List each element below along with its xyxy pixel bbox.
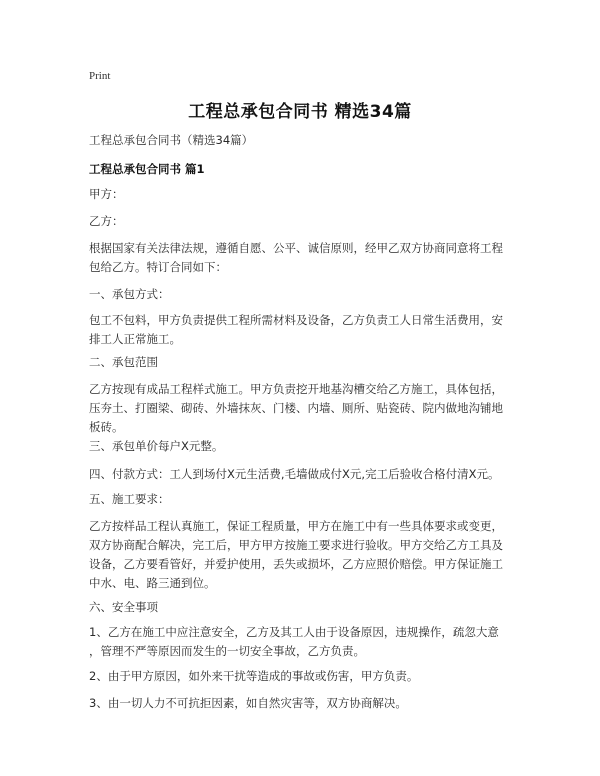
clause-1-line-1: 包工不包料，甲方负责提供工程所需材料及设备，乙方负责工人日常生活费用，安 [89,313,503,327]
clause-1-heading: 一、承包方式： [89,287,170,301]
document-title: 工程总承包合同书 精选34篇 [188,102,412,122]
clause-5-heading: 五、施工要求： [89,492,170,506]
clause-1-line-2: 排工人正常施工。 [89,332,181,346]
clause-2-line-2: 压夯土、打圈梁、砌砖、外墙抹灰、门楼、内墙、厕所、贴瓷砖、院内做地沟铺地 [89,401,503,415]
safety-1-line-2: ，管理不严等原因而发生的一切安全事故，乙方负责。 [89,644,365,658]
intro-line-1: 根据国家有关法律法规，遵循自愿、公平、诚信原则，经甲乙双方协商同意将工程 [89,241,503,255]
clause-6-heading: 六、安全事项 [89,600,158,614]
safety-1-line-1: 1、乙方在施工中应注意安全，乙方及其工人由于设备原因，违规操作，疏忽大意 [89,625,499,639]
section-heading: 工程总承包合同书 篇1 [89,162,205,176]
clause-3-heading: 三、承包单价每户X元整。 [89,439,224,453]
clause-5-line-1: 乙方按样品工程认真施工，保证工程质量，甲方在施工中有一些具体要求或变更， [89,519,503,533]
safety-2: 2、由于甲方原因，如外来干扰等造成的事故或伤害，甲方负责。 [89,669,419,683]
safety-3: 3、由一切人力不可抗拒因素，如自然灾害等，双方协商解决。 [89,696,407,710]
clause-2-heading: 二、承包范围 [89,355,158,369]
clause-5-line-3: 设备，乙方要看管好，并爱护使用，丢失或损坏，乙方应照价赔偿。甲方保证施工 [89,557,503,571]
clause-4-heading: 四、付款方式：工人到场付X元生活费,毛墙做成付X元,完工后验收合格付清X元。 [89,467,500,481]
party-a: 甲方： [89,187,124,201]
print-link[interactable]: Print [89,70,111,82]
clause-2-line-3: 板砖。 [89,420,124,434]
clause-5-line-2: 双方协商配合解决，完工后，甲方甲方按施工要求进行验收。甲方交给乙方工具及 [89,538,503,552]
party-b: 乙方： [89,214,124,228]
clause-5-line-4: 中水、电、路三通到位。 [89,576,216,590]
clause-2-line-1: 乙方按现有成品工程样式施工。甲方负责挖开地基沟槽交给乙方施工，具体包括， [89,382,503,396]
subtitle: 工程总承包合同书（精选34篇） [89,133,254,147]
intro-line-2: 包给乙方。特订合同如下： [89,260,227,274]
